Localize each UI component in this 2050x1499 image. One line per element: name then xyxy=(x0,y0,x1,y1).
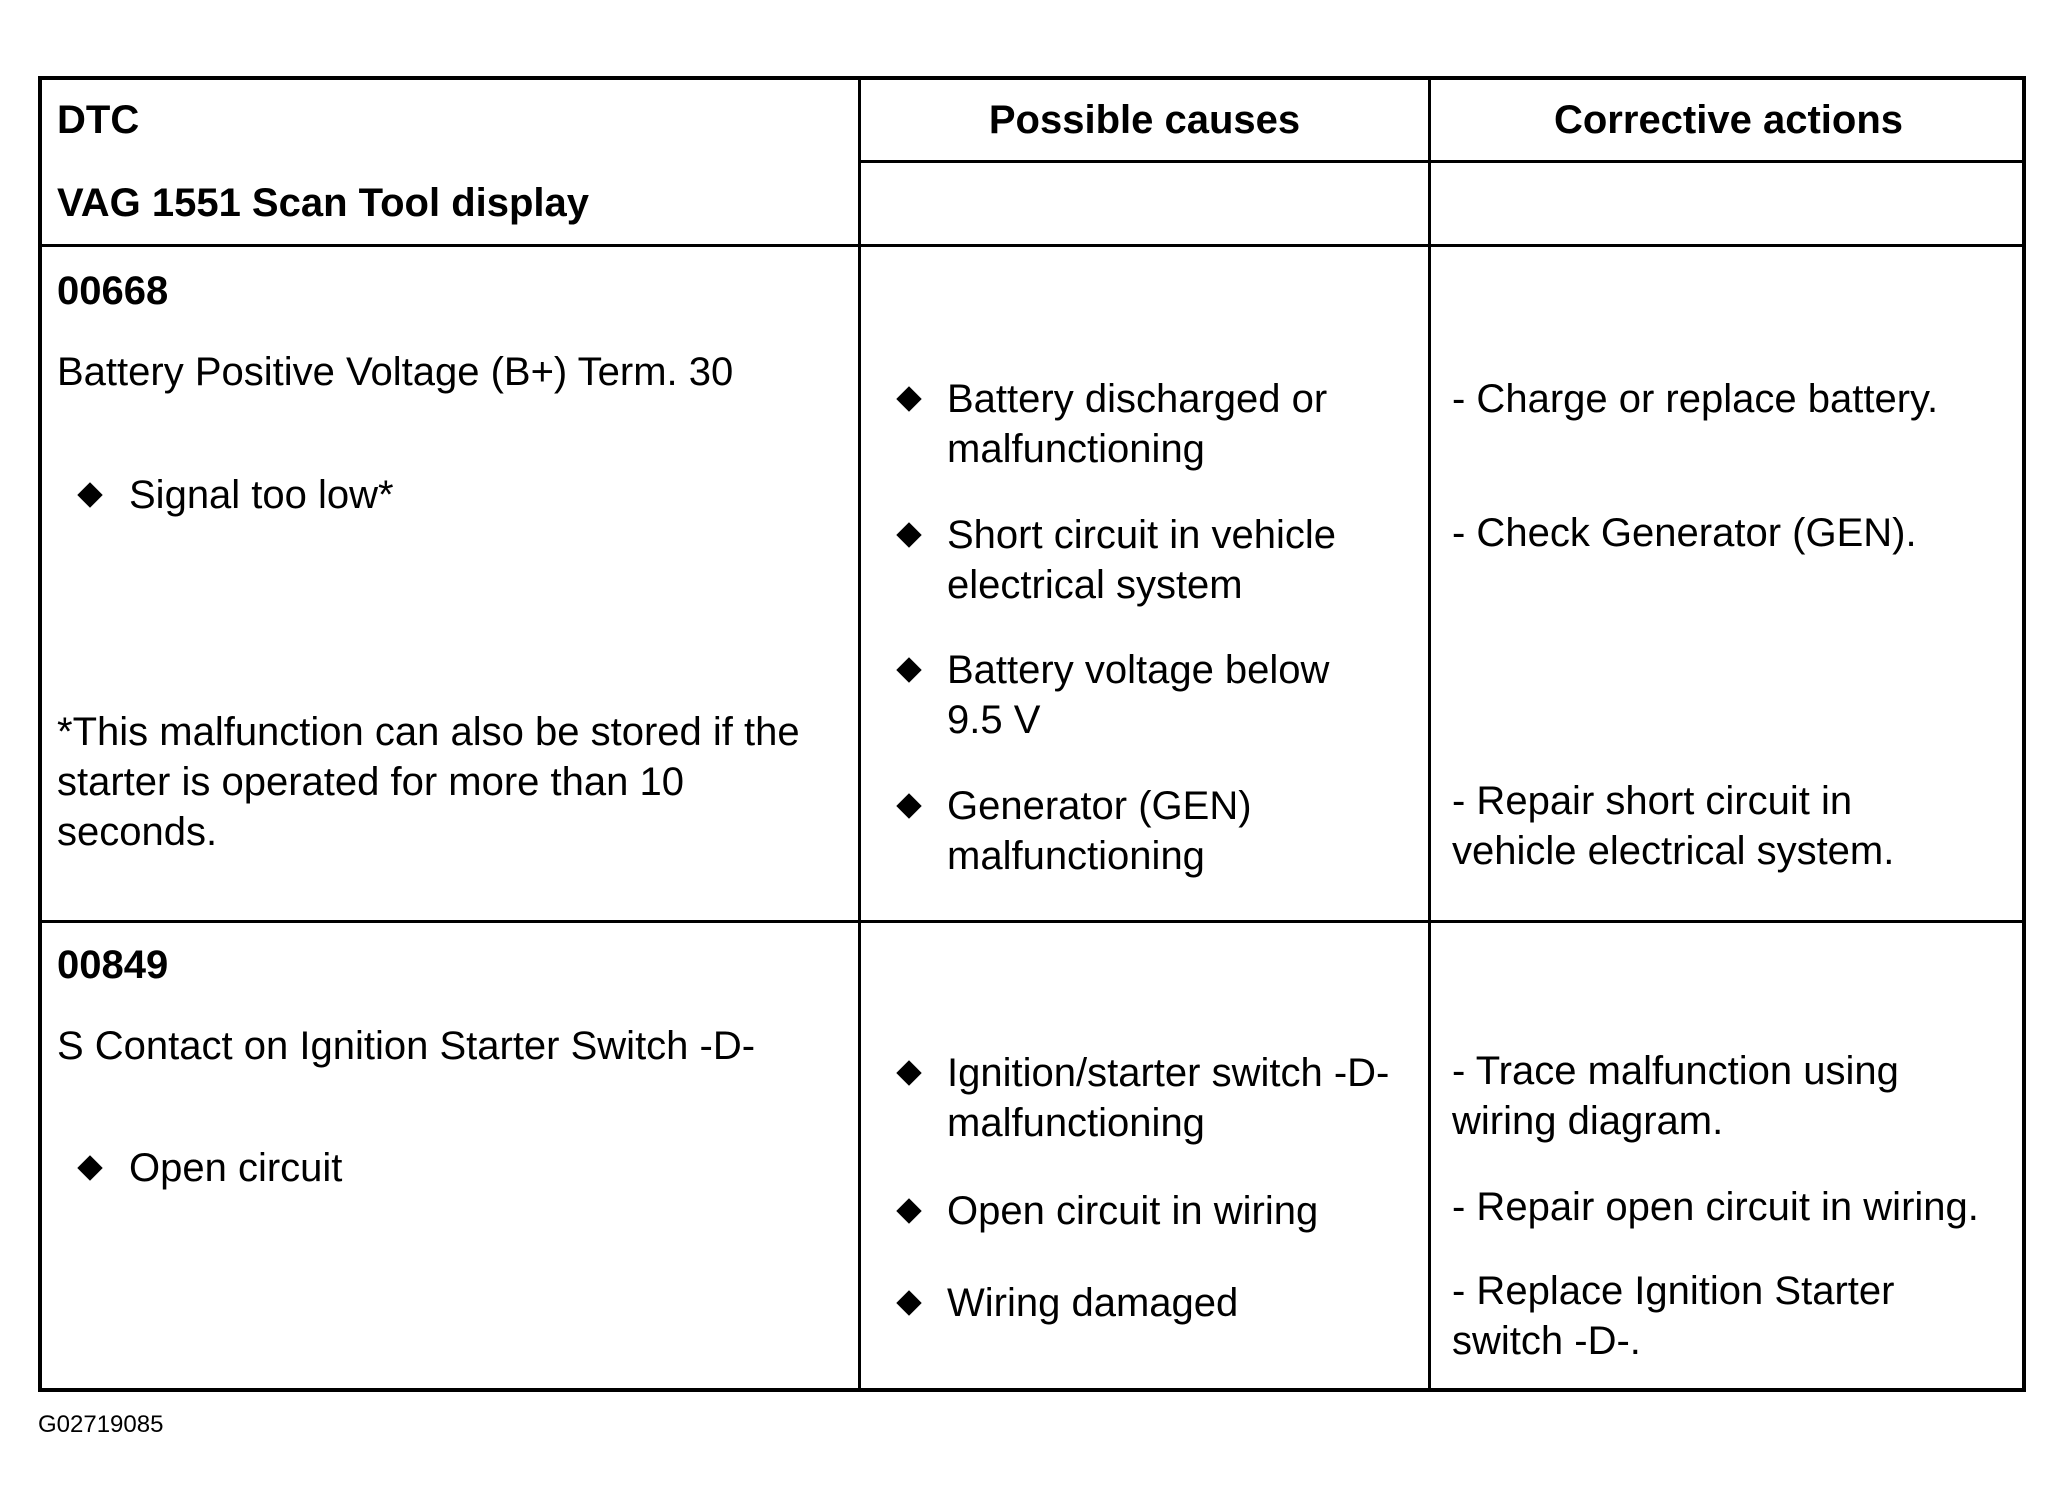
cause-line: Wiring damaged xyxy=(947,1281,1239,1325)
header-possible-causes: Possible causes xyxy=(988,98,1301,142)
action-line: switch -D-. xyxy=(1452,1319,1641,1363)
header-corrective-actions: Corrective actions xyxy=(1553,98,1904,142)
cause-line: Battery voltage below xyxy=(947,648,1330,692)
header-subdivider xyxy=(858,160,2026,163)
action-line: - Repair short circuit in xyxy=(1452,779,1853,823)
cause-line: Generator (GEN) xyxy=(947,784,1252,828)
column-divider-2 xyxy=(1428,76,1431,1392)
cause-line: Ignition/starter switch -D- xyxy=(947,1051,1390,1095)
action-line: - Check Generator (GEN). xyxy=(1452,511,1917,555)
column-divider-1 xyxy=(858,76,861,1392)
row-divider xyxy=(38,920,2026,923)
action-line: - Repair open circuit in wiring. xyxy=(1452,1185,1979,1229)
dtc-description: Battery Positive Voltage (B+) Term. 30 xyxy=(57,350,734,394)
footnote-line: starter is operated for more than 10 xyxy=(57,760,684,804)
cause-line: Open circuit in wiring xyxy=(947,1189,1319,1233)
header-scan-tool-display: VAG 1551 Scan Tool display xyxy=(57,181,590,225)
action-line: - Charge or replace battery. xyxy=(1452,377,1939,421)
header-dtc: DTC xyxy=(57,98,140,142)
cause-line: malfunctioning xyxy=(947,427,1205,471)
footnote-line: *This malfunction can also be stored if the xyxy=(57,710,800,754)
action-line: - Trace malfunction using xyxy=(1452,1049,1899,1093)
dtc-description: S Contact on Ignition Starter Switch -D- xyxy=(57,1024,756,1068)
cause-line: electrical system xyxy=(947,563,1243,607)
action-line: wiring diagram. xyxy=(1452,1099,1724,1143)
action-line: - Replace Ignition Starter xyxy=(1452,1269,1895,1313)
cause-line: 9.5 V xyxy=(947,698,1041,742)
header-bottom-border xyxy=(38,244,2026,247)
dtc-code: 00668 xyxy=(57,269,169,313)
dtc-code: 00849 xyxy=(57,943,169,987)
cause-line: malfunctioning xyxy=(947,1101,1205,1145)
dtc-symptom: Signal too low* xyxy=(129,473,394,517)
cause-line: Battery discharged or xyxy=(947,377,1328,421)
figure-id: G02719085 xyxy=(38,1411,164,1438)
dtc-symptom: Open circuit xyxy=(129,1146,343,1190)
cause-line: malfunctioning xyxy=(947,834,1205,878)
footnote-line: seconds. xyxy=(57,810,218,854)
cause-line: Short circuit in vehicle xyxy=(947,513,1337,557)
action-line: vehicle electrical system. xyxy=(1452,829,1895,873)
